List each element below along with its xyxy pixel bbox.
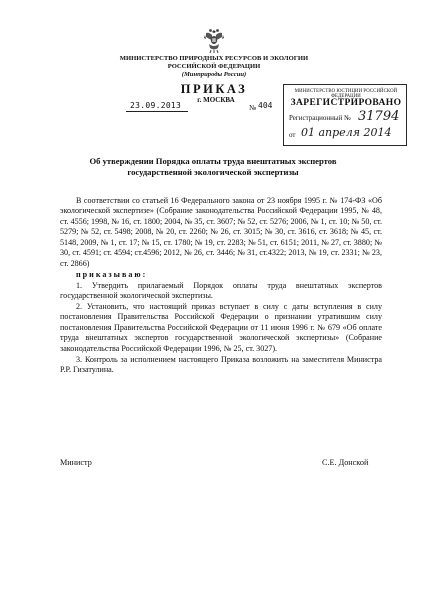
order-number: 404 <box>258 101 273 110</box>
ministry-header <box>108 55 320 79</box>
ministry-abbreviation: (Минприроды России) <box>181 71 247 78</box>
registration-stamp <box>283 84 407 146</box>
stamp-reg-label: Регистрационный № <box>289 114 351 122</box>
order-title: ПРИКАЗ <box>180 82 248 96</box>
document-title <box>58 156 368 177</box>
state-emblem-icon <box>203 26 225 54</box>
stamp-reg-number: 31794 <box>358 109 400 124</box>
clause-1: 1. Утвердить прилагаемый Порядок оплаты труда внештатных экспертов государственной экологической экспертизы. <box>60 280 382 301</box>
order-date: 23.09.2013 <box>130 101 182 110</box>
document-title-line1: Об утверждении Порядка оплаты труда внештатных экспертов <box>89 156 337 166</box>
stamp-status: ЗАРЕГИСТРИРОВАНО <box>290 98 402 108</box>
order-number-label: № <box>249 103 257 112</box>
signer-title: Министр <box>60 458 92 467</box>
stamp-agency: МИНИСТЕРСТВО ЮСТИЦИИ РОССИЙСКОЙ ФЕДЕРАЦИИ <box>294 89 398 99</box>
stamp-date-label: от <box>289 131 296 139</box>
order-city: г. МОСКВА <box>197 96 235 104</box>
preamble-paragraph: В соответствии со статьей 16 Федерального закона от 23 ноября 1995 г. № 174-ФЗ «Об экологической экспертизе» (Собрание законодательства Российской Федерации 1995, № 48, ст. 4556; 1998, № 16, ст. 1800; 2004, № 35, ст. 3607; № 52, ст. 5276; 2006, № 1, ст. 10; № 50, ст. 5279; № 52, ст. 5498; 2008, № 20, ст. 2260; № 26, ст. 3015; № 30, ст. 3616, ст. 3618; № 45, ст. 5148, 2009, № 1, ст. 17; № 15, ст. 1780; № 19, ст. 2283; № 51, ст. 6151; 2011, № 27, ст. 3880; № 30, ст. 4591; ст. 4594; ст.4596; 2012, № 26, ст. 3446; № 31, ст.4322; 2013, № 19, ст. 2331; № 23, ст. 2866) <box>60 196 382 268</box>
ministry-line1: МИНИСТЕРСТВО ПРИРОДНЫХ РЕСУРСОВ И ЭКОЛОГИИ <box>119 55 309 62</box>
command-word: приказываю: <box>76 269 148 279</box>
stamp-reg-date: 01 апреля 2014 <box>301 126 392 139</box>
document-body <box>60 196 382 376</box>
clause-2: 2. Установить, что настоящий приказ вступает в силу с даты вступления в силу постановления Правительства Российской Федерации о признании утратившим силу постановления Правительства Российской Федерации от 11 июня 1996 г. № 679 «Об оплате труда внештатных экспертов государственной экологической экспертизы» (Собрание законодательства Российской Федерации 1996, № 25, ст. 3027). <box>60 302 382 353</box>
document-title-line2: государственной экологической экспертизы <box>127 166 299 177</box>
signer-name: С.Е. Донской <box>322 458 369 467</box>
date-underline <box>126 111 188 112</box>
ministry-line2: РОССИЙСКОЙ ФЕДЕРАЦИИ <box>167 63 261 70</box>
clause-3: 3. Контроль за исполнением настоящего Приказа возложить на заместителя Министра Р.Р. Гизатулина. <box>60 354 382 375</box>
